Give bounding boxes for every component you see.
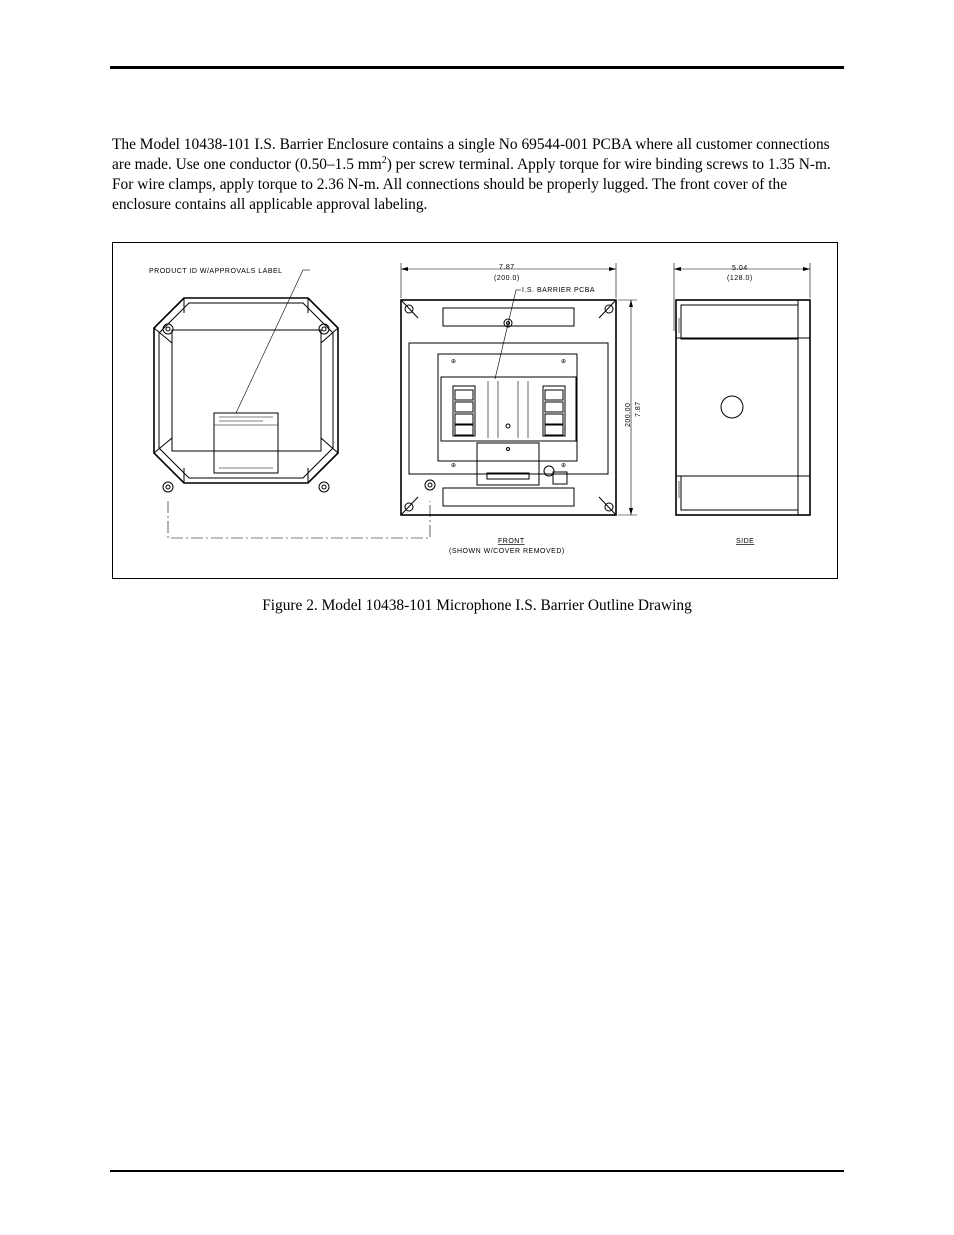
side-view — [674, 263, 810, 545]
view-front-note: (SHOWN W/COVER REMOVED) — [449, 548, 565, 555]
svg-text:⊕: ⊕ — [561, 359, 567, 365]
svg-text:⊕: ⊕ — [561, 463, 567, 469]
outline-drawing-figure — [112, 242, 838, 579]
view-front-label: FRONT — [498, 538, 525, 545]
dim-side-in: 5.04 — [732, 265, 748, 272]
cover-view — [149, 268, 338, 492]
header-rule — [110, 66, 844, 69]
dim-height-in: 7.87 — [635, 401, 642, 417]
dim-width-mm: (200.0) — [494, 275, 520, 282]
dim-width-in: 7.87 — [499, 264, 515, 271]
view-side-label: SIDE — [736, 538, 755, 545]
pcba-board — [438, 354, 577, 461]
paragraph-text-2: ) per screw terminal. Apply torque for wire binding screws to 1.35 N-m. For wire clamps, apply torque to 2.36 N-m. All connections should be properly lugged. The front cover of the enclosure contains all applicable approval labeling. — [112, 156, 831, 213]
dim-height-mm: 200.00 — [625, 402, 632, 427]
outline-drawing-svg — [113, 243, 839, 580]
footer-rule — [110, 1170, 844, 1172]
cover-hole-alignment-line — [168, 501, 430, 538]
label-pcba: I.S. BARRIER PCBA — [522, 287, 596, 294]
figure-caption: Figure 2. Model 10438-101 Microphone I.S. Barrier Outline Drawing — [262, 597, 692, 614]
svg-text:⊕: ⊕ — [451, 463, 457, 469]
label-product-id: PRODUCT ID W/APPROVALS LABEL — [149, 268, 283, 275]
paragraph-superscript: 2 — [381, 154, 387, 166]
svg-text:⊕: ⊕ — [451, 359, 457, 365]
dim-side-mm: (128.0) — [727, 275, 753, 282]
approvals-label-rect — [214, 413, 278, 473]
front-view — [401, 263, 642, 555]
paragraph-text-1: The Model 10438-101 I.S. Barrier Enclosure contains a single No 69544-001 PCBA where all customer connections are made. Use one conductor (0.50–1.5 mm — [112, 136, 830, 173]
body-paragraph — [112, 135, 842, 215]
